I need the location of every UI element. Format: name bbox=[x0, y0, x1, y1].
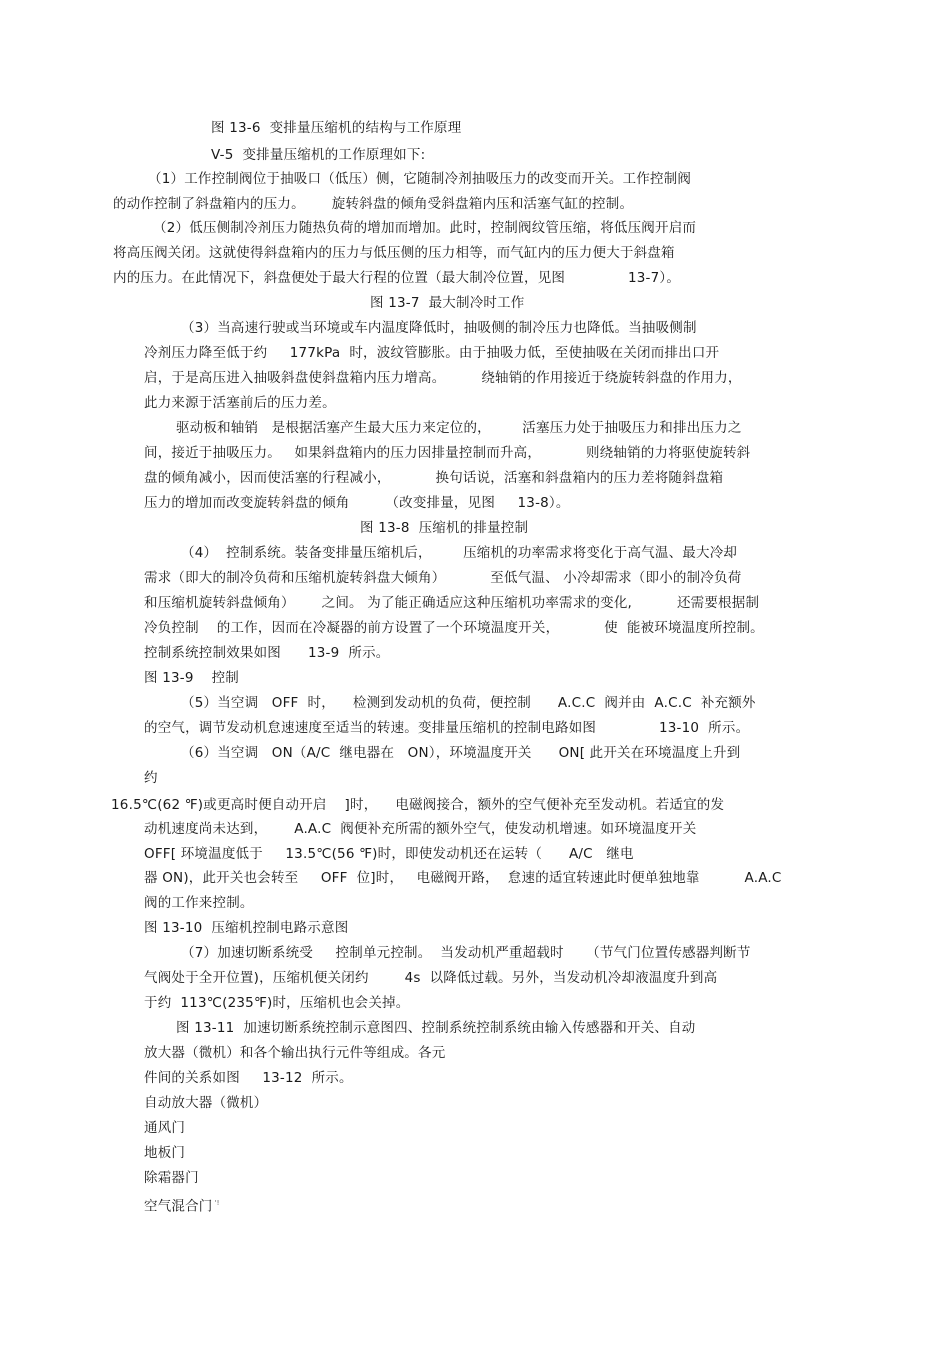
paragraph-line: （7）加速切断系统受 控制单元控制。 当发动机严重超载时 （节气门位置传感器判断节 bbox=[181, 945, 751, 961]
figure-caption: 图 13-6 变排量压缩机的结构与工作原理 bbox=[211, 120, 462, 136]
paragraph-line: 此力来源于活塞前后的压力差。 bbox=[144, 395, 336, 411]
section-heading: V-5 变排量压缩机的工作原理如下: bbox=[211, 147, 426, 163]
paragraph-line: 16.5℃(62 ℉)或更高时便自动开启 ]时， 电磁阀接合，额外的空气便补充至发动机。若适宜的发 bbox=[111, 797, 725, 813]
paragraph-line: 的动作控制了斜盘箱内的压力。 旋转斜盘的倾角受斜盘箱内压和活塞气缸的控制。 bbox=[113, 196, 634, 212]
list-item: 空气混合门 bbox=[144, 1198, 213, 1215]
paragraph-line: 冷剂压力降至低于约 177kPa 时，波纹管膨胀。由于抽吸力低，至使抽吸在关闭而排出口开 bbox=[144, 345, 720, 361]
paragraph-line: 图 13-11 加速切断系统控制示意图四、控制系统控制系统由输入传感器和开关、自动 bbox=[176, 1020, 696, 1036]
paragraph-line: （5）当空调 OFF 时， 检测到发动机的负荷，便控制 A.C.C 阀并由 A.C.C 补充额外 bbox=[181, 695, 756, 711]
paragraph-line: 阀的工作来控制。 bbox=[144, 895, 254, 911]
figure-caption: 图 13-8 压缩机的排量控制 bbox=[360, 520, 529, 536]
paragraph-line: OFF[ 环境温度低于 13.5℃(56 ℉)时，即使发动机还在运转（ A/C 继电 bbox=[144, 846, 634, 862]
figure-caption: 图 13-7 最大制冷时工作 bbox=[370, 295, 525, 311]
paragraph-line: 压力的增加而改变旋转斜盘的倾角 （改变排量，见图 13-8）。 bbox=[144, 495, 570, 511]
paragraph-line: （4） 控制系统。装备变排量压缩机后， 压缩机的功率需求将变化于高气温、最大冷却 bbox=[181, 545, 738, 561]
list-item: 地板门 bbox=[144, 1145, 186, 1161]
paragraph-line: 动机速度尚未达到， A.A.C 阀便补充所需的额外空气，使发动机增速。如环境温度开关 bbox=[144, 821, 697, 837]
stray-mark: '! bbox=[214, 1199, 220, 1207]
paragraph-line: 内的压力。在此情况下，斜盘便处于最大行程的位置（最大制冷位置，见图 13-7）。 bbox=[113, 270, 681, 286]
paragraph-line: 于约 113℃(235℉)时，压缩机也会关掉。 bbox=[144, 995, 410, 1011]
figure-caption: 图 13-9 控制 bbox=[144, 670, 239, 686]
list-item: 除霜器门 bbox=[144, 1170, 199, 1186]
paragraph-line: 的空气，调节发动机怠速速度至适当的转速。变排量压缩机的控制电路如图 13-10 所示。 bbox=[144, 720, 750, 736]
paragraph-line: 放大器（微机）和各个输出执行元件等组成。各元 bbox=[144, 1045, 446, 1061]
paragraph-line: 需求（即大的制冷负荷和压缩机旋转斜盘大倾角） 至低气温、 小冷却需求（即小的制冷负荷 bbox=[144, 570, 742, 586]
paragraph-line: 气阀处于全开位置)，压缩机便关闭约 4s 以降低过载。另外，当发动机冷却液温度升到高 bbox=[144, 970, 718, 986]
paragraph-line: （1）工作控制阀位于抽吸口（低压）侧，它随制冷剂抽吸压力的改变而开关。工作控制阀 bbox=[148, 171, 692, 187]
paragraph-line: 间，接近于抽吸压力。 如果斜盘箱内的压力因排量控制而升高， 则绕轴销的力将驱使旋转斜 bbox=[144, 445, 751, 461]
paragraph-line: 件间的关系如图 13-12 所示。 bbox=[144, 1070, 353, 1086]
paragraph-line: 约 bbox=[144, 770, 158, 786]
list-item: 自动放大器（微机） bbox=[144, 1095, 268, 1111]
list-item-with-mark bbox=[144, 1194, 220, 1216]
list-item: 通风门 bbox=[144, 1120, 186, 1136]
figure-caption: 图 13-10 压缩机控制电路示意图 bbox=[144, 920, 349, 936]
paragraph-line: 器 ON)，此开关也会转至 OFF 位]时， 电磁阀开路， 怠速的适宜转速此时便单独地靠 A.A.C bbox=[144, 870, 782, 886]
paragraph-line: 冷负控制 的工作，因而在冷凝器的前方设置了一个环境温度开关， 使 能被环境温度所控制。 bbox=[144, 620, 764, 636]
paragraph-line: 启，于是高压进入抽吸斜盘使斜盘箱内压力增高。 绕轴销的作用接近于绕旋转斜盘的作用力， bbox=[144, 370, 742, 386]
paragraph-line: 将高压阀关闭。这就使得斜盘箱内的压力与低压侧的压力相等，而气缸内的压力便大于斜盘箱 bbox=[113, 245, 675, 261]
paragraph-line: 控制系统控制效果如图 13-9 所示。 bbox=[144, 645, 390, 661]
paragraph-line: 盘的倾角减小，因而使活塞的行程减小， 换句话说，活塞和斜盘箱内的压力差将随斜盘箱 bbox=[144, 470, 724, 486]
paragraph-line: （3）当高速行驶或当环境或车内温度降低时，抽吸侧的制冷压力也降低。当抽吸侧制 bbox=[181, 320, 697, 336]
paragraph-line: （2）低压侧制冷剂压力随热负荷的增加而增加。此时，控制阀纹管压缩，将低压阀开启而 bbox=[153, 220, 697, 236]
paragraph-line: （6）当空调 ON（A/C 继电器在 ON），环境温度开关 ON[ 此开关在环境温度上升到 bbox=[181, 745, 741, 761]
paragraph-line: 和压缩机旋转斜盘倾角） 之间。 为了能正确适应这种压缩机功率需求的变化, 还需要根据制 bbox=[144, 595, 760, 611]
paragraph-line: 驱动板和轴销 是根据活塞产生最大压力来定位的， 活塞压力处于抽吸压力和排出压力之 bbox=[176, 420, 742, 436]
